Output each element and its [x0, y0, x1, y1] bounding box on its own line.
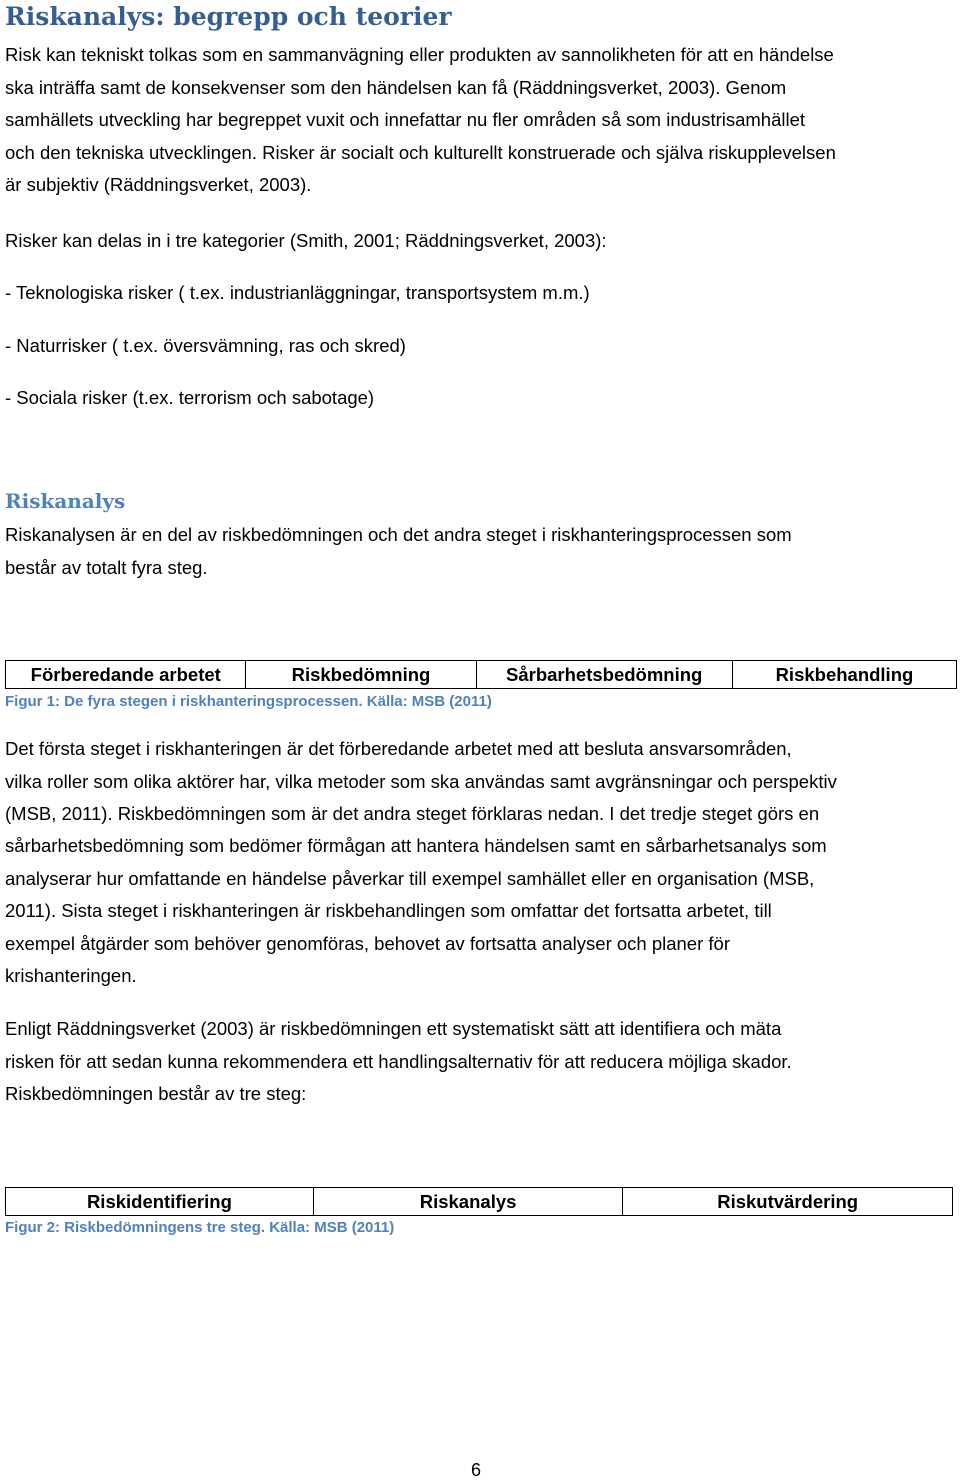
- figure1-process-table: [5, 660, 957, 689]
- process-line: analyserar hur omfattande en händelse påverkar till exempel samhället eller en organisation (MSB,: [5, 868, 815, 889]
- intro-line: och den tekniska utvecklingen. Risker är socialt och kulturellt konstruerade och själva riskupplevelsen: [5, 142, 836, 163]
- figure2-step-cell: Riskanalys: [313, 1188, 622, 1216]
- figure1-step-cell: Riskbehandling: [732, 661, 956, 689]
- figure1-step-cell: Sårbarhetsbedömning: [476, 661, 732, 689]
- page-heading: Riskanalys: begrepp och teorier: [5, 2, 452, 31]
- assessment-line: Riskbedömningen består av tre steg:: [5, 1083, 307, 1104]
- riskanalys-line: Riskanalysen är en del av riskbedömningen och det andra steget i riskhanteringsprocessen som: [5, 524, 792, 545]
- categories-intro: Risker kan delas in i tre kategorier (Smith, 2001; Räddningsverket, 2003):: [5, 230, 607, 251]
- figure2-assessment-table: [5, 1187, 953, 1216]
- figure2-step-cell: Riskidentifiering: [6, 1188, 314, 1216]
- figure1-caption: Figur 1: De fyra stegen i riskhanteringsprocessen. Källa: MSB (2011): [5, 693, 492, 710]
- intro-line: ska inträffa samt de konsekvenser som den händelsen kan få (Räddningsverket, 2003). Genom: [5, 77, 787, 98]
- risk-category-item: - Teknologiska risker ( t.ex. industrianläggningar, transportsystem m.m.): [5, 282, 590, 303]
- figure2-caption: Figur 2: Riskbedömningens tre steg. Källa: MSB (2011): [5, 1219, 395, 1236]
- process-line: krishanteringen.: [5, 965, 137, 986]
- risk-category-item: - Sociala risker (t.ex. terrorism och sabotage): [5, 387, 375, 408]
- assessment-line: Enligt Räddningsverket (2003) är riskbedömningen ett systematiskt sätt att identifiera och mäta: [5, 1018, 782, 1039]
- intro-line: är subjektiv (Räddningsverket, 2003).: [5, 174, 312, 195]
- intro-line: Risk kan tekniskt tolkas som en sammanvägning eller produkten av sannolikheten för att en händelse: [5, 44, 834, 65]
- riskanalys-line: består av totalt fyra steg.: [5, 557, 208, 578]
- intro-line: samhällets utveckling har begreppet vuxit och innefattar nu fler områden så som industrisamhället: [5, 109, 806, 130]
- figure2-step-cell: Riskutvärdering: [623, 1188, 953, 1216]
- page-number: 6: [471, 1460, 482, 1480]
- process-line: exempel åtgärder som behöver genomföras, behovet av fortsatta analyser och planer för: [5, 933, 730, 954]
- assessment-line: risken för att sedan kunna rekommendera ett handlingsalternativ för att reducera möjliga skador.: [5, 1051, 792, 1072]
- section-heading: Riskanalys: [5, 489, 126, 513]
- process-line: (MSB, 2011). Riskbedömningen som är det andra steget förklaras nedan. I det tredje steget görs en: [5, 803, 820, 824]
- process-line: vilka roller som olika aktörer har, vilka metoder som ska användas samt avgränsningar och perspektiv: [5, 771, 837, 792]
- risk-category-item: - Naturrisker ( t.ex. översvämning, ras och skred): [5, 335, 406, 356]
- figure1-step-cell: Riskbedömning: [246, 661, 476, 689]
- process-line: Det första steget i riskhanteringen är det förberedande arbetet med att besluta ansvarsområden,: [5, 738, 792, 759]
- figure1-step-cell: Förberedande arbetet: [6, 661, 246, 689]
- process-line: 2011). Sista steget i riskhanteringen är riskbehandlingen som omfattar det fortsatta arbetet, till: [5, 900, 772, 921]
- process-line: sårbarhetsbedömning som bedömer förmågan att hantera händelsen samt en sårbarhetsanalys som: [5, 835, 827, 856]
